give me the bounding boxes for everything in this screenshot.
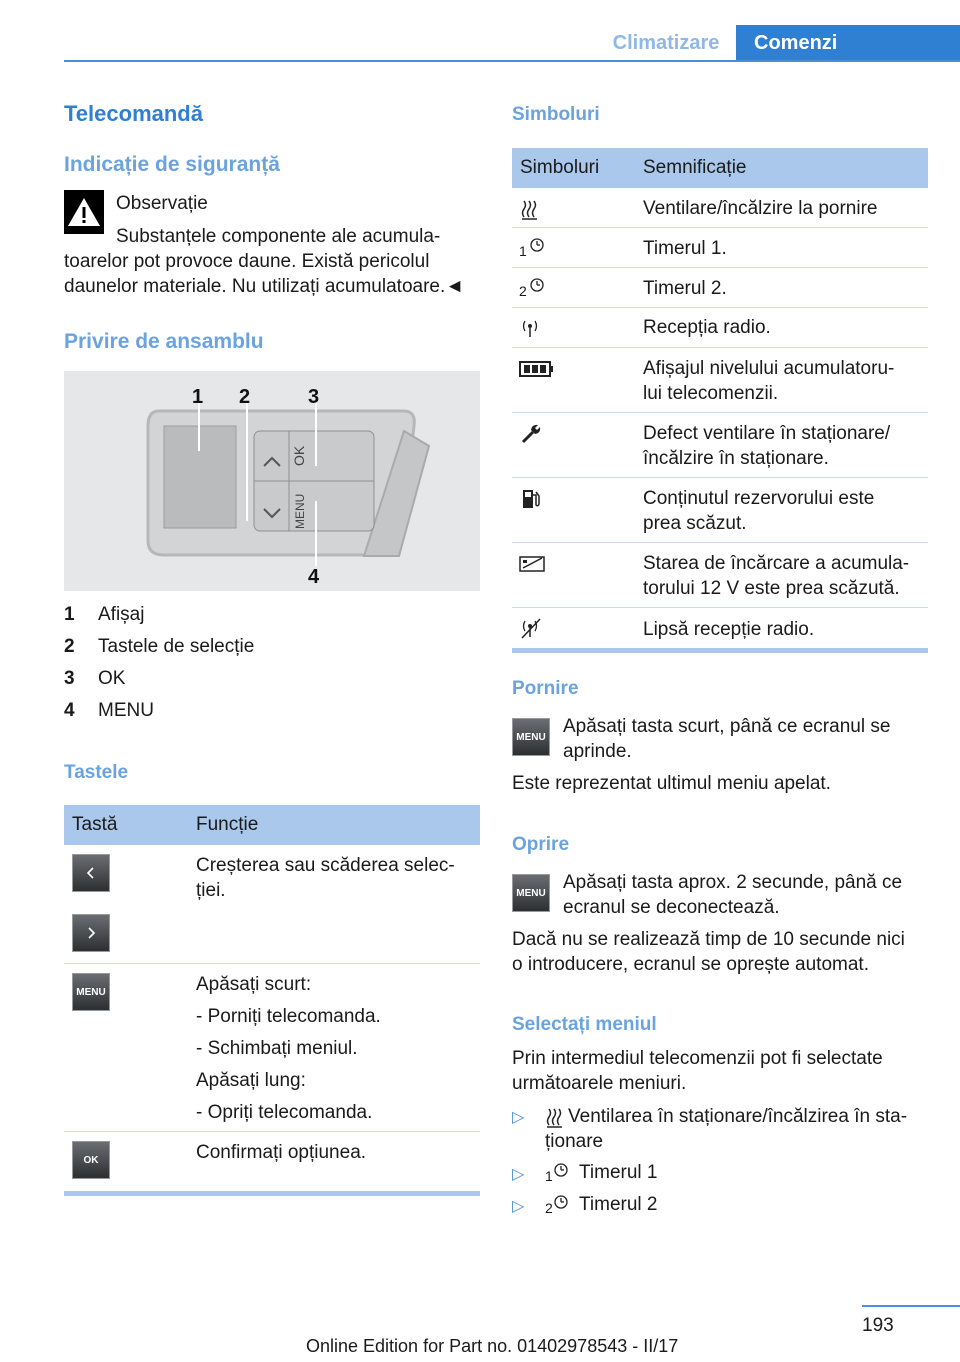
symbols-row-divider [512, 607, 928, 608]
timer-2-icon [529, 276, 569, 300]
symbols-row4-text: Recepția radio. [643, 317, 771, 338]
keys-row-divider [64, 963, 480, 964]
legend-text-4: MENU [98, 700, 154, 721]
fuel-pump-icon [520, 487, 560, 511]
image-label-3: 3 [308, 386, 320, 408]
start-heading: Pornire [512, 678, 579, 699]
keys-row2-text-1: Apăsați scurt: [196, 974, 312, 995]
symbols-col-meaning: Semnificație [643, 157, 747, 178]
warning-text-2: toarelor pot provoce daune. Există pericolul [64, 251, 430, 272]
bullet-1-text-2: ționare [545, 1131, 604, 1152]
page-number: 193 [862, 1315, 894, 1336]
stop-heading: Oprire [512, 834, 570, 855]
timer-1-prefix: 1 [519, 243, 527, 259]
symbols-row1-text: Ventilare/încălzire la pornire [643, 198, 878, 219]
menu-key-icon: MENU [512, 718, 550, 756]
symbols-row-divider [512, 347, 928, 348]
image-label-2: 2 [239, 386, 251, 408]
symbols-row5-text-1: Afișajul nivelului acumulatoru- [643, 358, 895, 379]
legend-text-2: Tastele de selecție [98, 636, 255, 657]
left-arrow-key-icon [72, 854, 110, 892]
timer-1-prefix: 1 [545, 1168, 553, 1184]
keys-row1-text-1: Creșterea sau scăderea selec- [196, 855, 455, 876]
symbols-row-divider [512, 477, 928, 478]
warning-text-1: Substanțele componente ale acumula- [116, 226, 441, 247]
symbols-row9-text: Lipsă recepție radio. [643, 619, 815, 640]
safety-heading: Indicație de siguranță [64, 153, 280, 176]
symbols-heading: Simboluri [512, 104, 600, 125]
right-arrow-key-icon [72, 914, 110, 952]
bullet-3-text: Timerul 2 [579, 1194, 658, 1215]
symbols-row2-text: Timerul 1. [643, 238, 727, 259]
symbols-row7-text-2: prea scăzut. [643, 513, 747, 534]
warning-icon [64, 190, 104, 234]
symbols-row-divider [512, 227, 928, 228]
timer-1-icon [529, 236, 569, 260]
symbols-row6-text-1: Defect ventilare în staționare/ [643, 423, 891, 444]
footer-divider [862, 1305, 960, 1307]
legend-num-2: 2 [64, 636, 75, 657]
warning-text-3: daunelor materiale. Nu utilizați acumulatoare.◄ [64, 276, 465, 297]
keys-col-key: Tastă [72, 814, 118, 835]
header-divider [64, 60, 960, 62]
wrench-icon [520, 422, 560, 446]
keys-table-end [64, 1191, 480, 1196]
image-label-4: 4 [308, 566, 320, 588]
stop-text-after-2: o introducere, ecranul se oprește automat. [512, 954, 869, 975]
bullet-marker: ▷ [512, 1198, 525, 1215]
symbols-row3-text: Timerul 2. [643, 278, 727, 299]
image-menu-label: MENU [293, 493, 307, 529]
keys-row1-text-2: ției. [196, 880, 226, 901]
tab-climatizare[interactable]: Climatizare [612, 32, 720, 54]
symbols-row8-text-1: Starea de încărcare a acumula- [643, 553, 910, 574]
select-text-1: Prin intermediul telecomenzii pot fi selectate [512, 1048, 883, 1069]
keys-row-divider [64, 1131, 480, 1132]
symbols-row-divider [512, 542, 928, 543]
legend-num-1: 1 [64, 604, 75, 625]
select-text-2: următoarele meniuri. [512, 1073, 687, 1094]
start-text-1: Apăsați tasta scurt, până ce ecranul se [563, 716, 891, 737]
stop-text-2: ecranul se deconectează. [563, 897, 780, 918]
keys-heading: Tastele [64, 762, 129, 783]
battery-low-icon [518, 552, 558, 576]
legend-text-1: Afișaj [98, 604, 145, 625]
bullet-marker: ▷ [512, 1109, 525, 1126]
start-text-2: aprinde. [563, 741, 632, 762]
keys-row2-text-4: Apăsați lung: [196, 1070, 306, 1091]
keys-row2-text-2: - Porniți telecomanda. [196, 1006, 381, 1027]
stop-text-1: Apăsați tasta aprox. 2 secunde, până ce [563, 872, 903, 893]
symbols-row7-text-1: Conținutul rezervorului este [643, 488, 875, 509]
no-radio-reception-icon [520, 617, 560, 641]
image-label-1: 1 [192, 386, 204, 408]
warning-label: Observație [116, 193, 208, 214]
image-ok-label: OK [291, 445, 307, 466]
bullet-1-text-1: Ventilarea în staționare/încălzirea în sta- [568, 1106, 908, 1127]
bullet-2-text: Timerul 1 [579, 1162, 658, 1183]
legend-num-3: 3 [64, 668, 75, 689]
remote-illustration [64, 371, 480, 591]
ventilation-heating-icon [520, 198, 560, 222]
overview-heading: Privire de ansamblu [64, 330, 264, 353]
legend-text-3: OK [98, 668, 126, 689]
tab-comenzi[interactable]: Comenzi [736, 25, 960, 61]
keys-row2-text-3: - Schimbați meniul. [196, 1038, 358, 1059]
keys-row2-text-5: - Opriți telecomanda. [196, 1102, 373, 1123]
symbols-row-divider [512, 267, 928, 268]
select-heading: Selectați meniul [512, 1014, 657, 1035]
symbols-row6-text-2: încălzire în staționare. [643, 448, 829, 469]
timer-2-prefix: 2 [519, 283, 527, 299]
menu-key-icon: MENU [512, 874, 550, 912]
timer-2-prefix: 2 [545, 1200, 553, 1216]
stop-text-after-1: Dacă nu se realizează timp de 10 secunde nici [512, 929, 905, 950]
ok-key-icon: OK [72, 1141, 110, 1179]
symbols-row5-text-2: lui telecomenzii. [643, 383, 779, 404]
battery-icon [518, 357, 558, 381]
keys-table-header [64, 805, 480, 845]
keys-col-function: Funcție [196, 814, 259, 835]
symbols-table-end [512, 648, 928, 653]
symbols-col-symbol: Simboluri [520, 157, 600, 178]
footer-edition: Online Edition for Part no. 01402978543 - II/17 [306, 1336, 679, 1356]
page-title: Telecomandă [64, 101, 203, 126]
keys-row3-text: Confirmați opțiunea. [196, 1142, 367, 1163]
bullet-marker: ▷ [512, 1166, 525, 1183]
symbols-row8-text-2: torului 12 V este prea scăzută. [643, 578, 900, 599]
start-text-after: Este reprezentat ultimul meniu apelat. [512, 773, 831, 794]
menu-key-icon: MENU [72, 973, 110, 1011]
legend-num-4: 4 [64, 700, 75, 721]
symbols-row-divider [512, 412, 928, 413]
symbols-row-divider [512, 307, 928, 308]
radio-reception-icon [520, 317, 560, 341]
